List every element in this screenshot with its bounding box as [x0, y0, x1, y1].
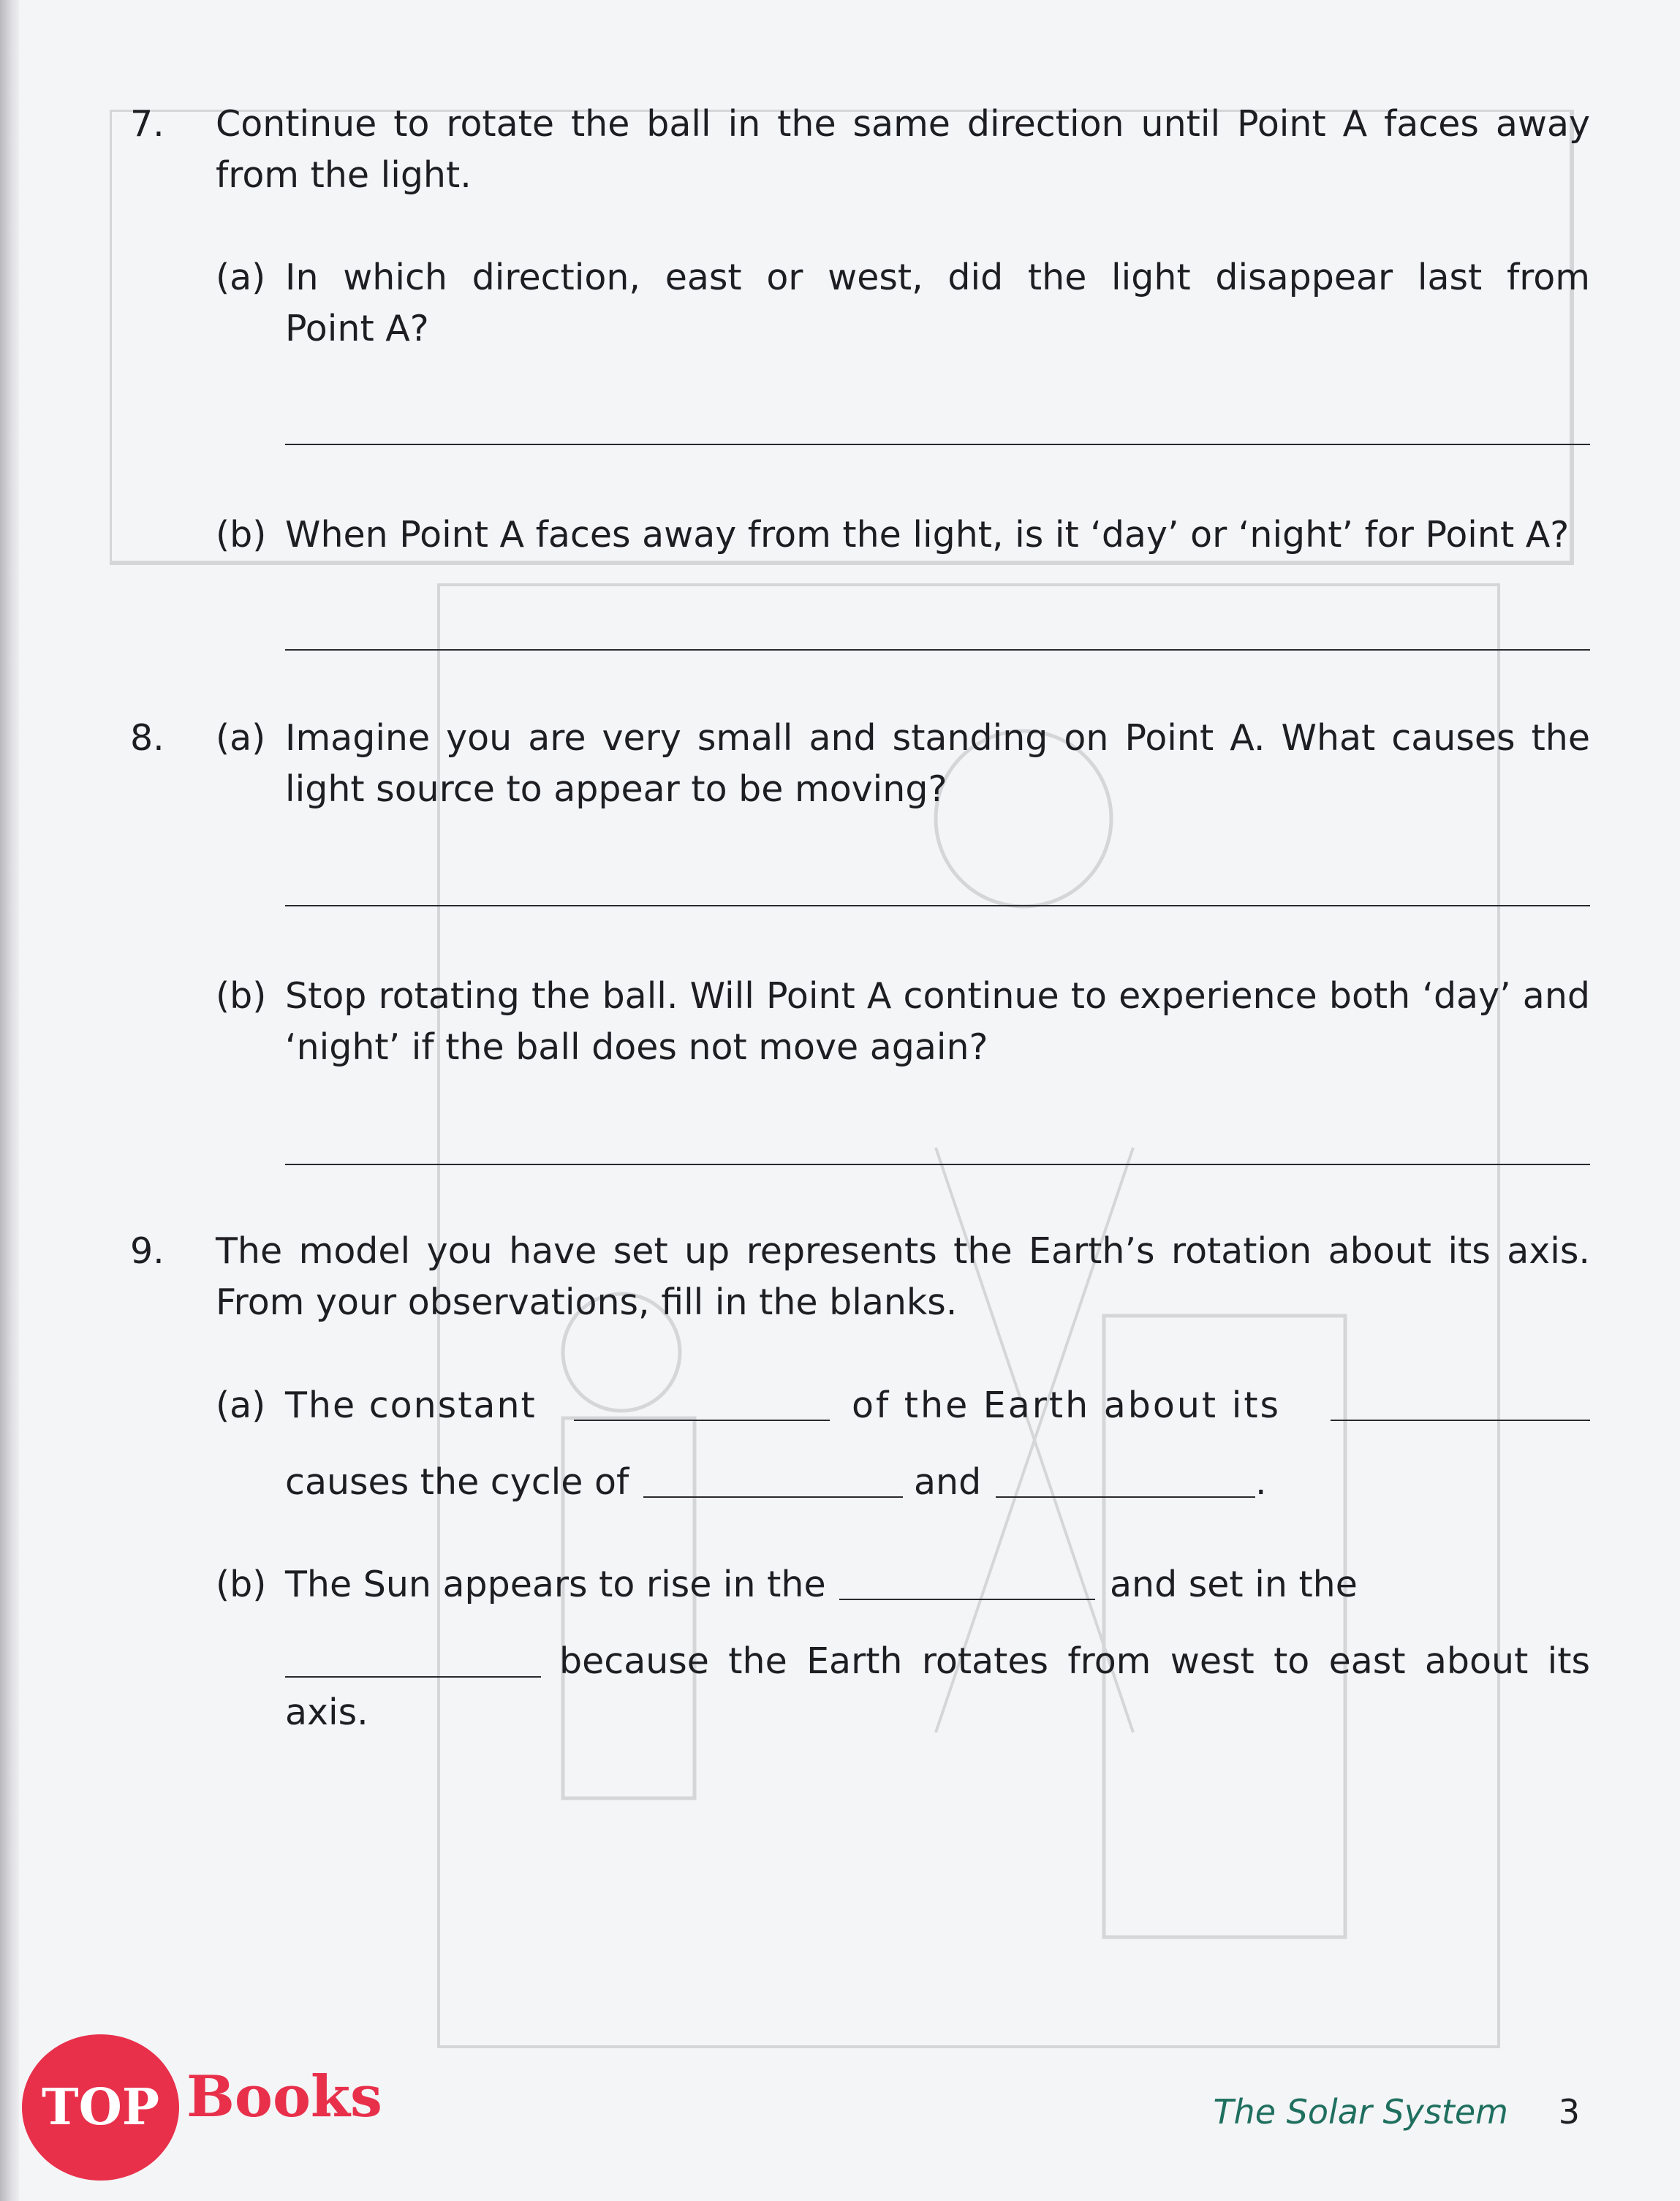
question-7b-label: (b)	[216, 514, 267, 556]
question-9b-label: (b)	[216, 1564, 267, 1605]
blank-9b-2[interactable]	[285, 1676, 541, 1678]
question-8b-text-line1: Stop rotating the ball. Will Point A continue to experience both ‘day’ and	[285, 975, 1590, 1017]
blank-9b-1[interactable]	[839, 1599, 1095, 1600]
blank-9a-4[interactable]	[996, 1496, 1255, 1498]
topbooks-logo	[22, 2034, 402, 2181]
answer-line-8b[interactable]	[285, 1164, 1590, 1165]
question-7a-text-line2: Point A?	[285, 308, 429, 349]
answer-line-8a[interactable]	[285, 905, 1590, 906]
question-7-text-line1: Continue to rotate the ball in the same direction until Point A faces away	[216, 103, 1590, 145]
question-8-number: 8.	[130, 717, 164, 759]
answer-line-7b[interactable]	[285, 649, 1590, 651]
question-9-text-line2: From your observations, fill in the blanks.	[216, 1281, 958, 1323]
question-8b-text-line2: ‘night’ if the ball does not move again?	[285, 1026, 988, 1068]
blank-9a-2[interactable]	[1331, 1420, 1590, 1421]
question-7a-label: (a)	[216, 257, 266, 298]
logo-circle: TOP	[22, 2034, 179, 2181]
question-7-text-line2: from the light.	[216, 154, 472, 196]
question-9-number: 9.	[130, 1230, 164, 1272]
question-9-text-line1: The model you have set up represents the Earth’s rotation about its axis.	[216, 1230, 1590, 1272]
logo-wordmark: Books	[186, 2064, 382, 2130]
question-9b-text-part4: axis.	[285, 1692, 368, 1733]
question-8a-text-line2: light source to appear to be moving?	[285, 768, 947, 810]
question-8a-text-line1: Imagine you are very small and standing on Point A. What causes the	[285, 717, 1590, 759]
blank-9a-1[interactable]	[574, 1420, 830, 1421]
question-9a-text-part3: causes the cycle of	[285, 1461, 629, 1503]
question-7a-text-line1: In which direction, east or west, did the light disappear last from	[285, 257, 1590, 298]
question-9b-text-part2: and set in the	[1110, 1564, 1358, 1605]
question-9a-text-part1: The constant	[285, 1384, 537, 1426]
question-8a-label: (a)	[216, 717, 266, 759]
blank-9a-3[interactable]	[643, 1496, 903, 1498]
question-9a-text-part2: of the Earth about its	[852, 1384, 1282, 1426]
question-9b-text-part1: The Sun appears to rise in the	[285, 1564, 826, 1605]
question-9a-label: (a)	[216, 1384, 266, 1426]
answer-line-7a[interactable]	[285, 444, 1590, 445]
question-9a-text-part5: .	[1255, 1461, 1267, 1503]
question-7-number: 7.	[130, 103, 164, 145]
question-9b-text-part3: because the Earth rotates from west to east about its	[559, 1640, 1590, 1682]
page-number: 3	[1558, 2092, 1580, 2132]
footer-chapter-title: The Solar System	[1213, 2092, 1508, 2132]
question-9a-text-part4: and	[914, 1461, 982, 1503]
question-8b-label: (b)	[216, 975, 267, 1017]
question-7b-text: When Point A faces away from the light, is it ‘day’ or ‘night’ for Point A?	[285, 514, 1570, 556]
